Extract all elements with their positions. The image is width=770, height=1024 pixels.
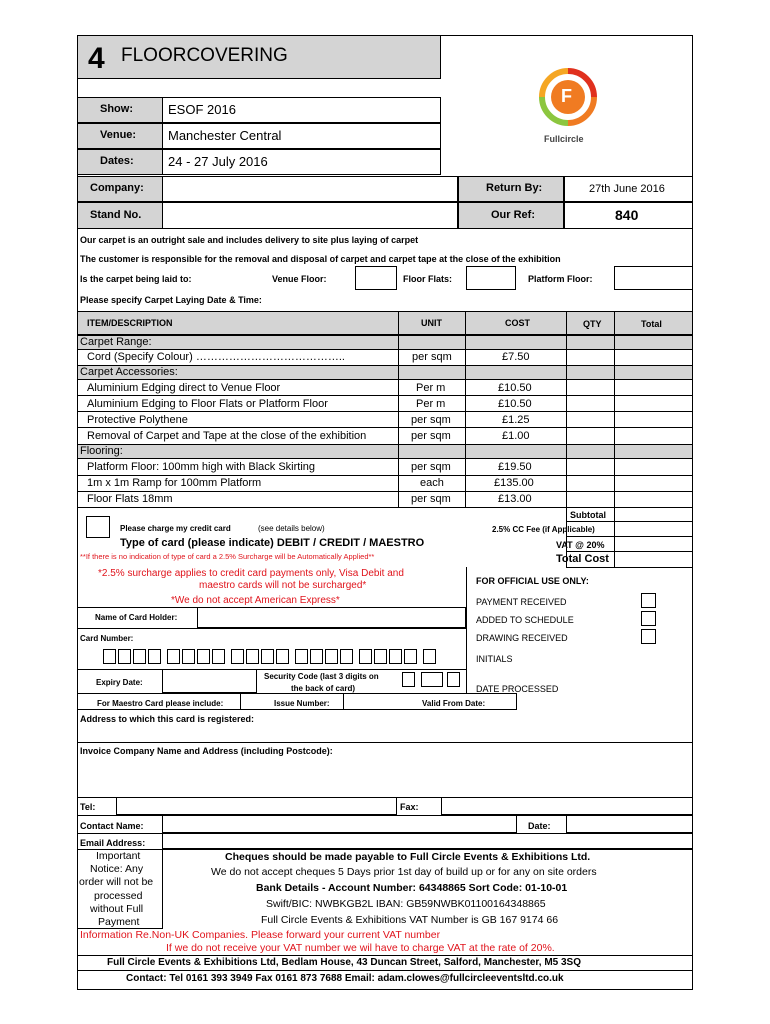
logo-name: Fullcircle <box>544 134 584 144</box>
stand-label: Stand No. <box>90 209 142 221</box>
table-row-desc: Platform Floor: 100mm high with Black Skirting <box>87 461 316 473</box>
card-number-cell[interactable] <box>103 649 116 664</box>
table-row-unit: per sqm <box>411 414 451 426</box>
page-title: FLOORCOVERING <box>121 45 288 66</box>
maestro-divider <box>516 693 517 709</box>
table-row-unit: Per m <box>416 382 446 394</box>
venue-floor-box[interactable] <box>355 266 397 290</box>
table-row-unit: each <box>420 477 444 489</box>
email-label: Email Address: <box>80 838 146 848</box>
footer-contact: Contact: Tel 0161 393 3949 Fax 0161 873 7688 Email: adam.clowes@fullcircleeventsltd.co.uk <box>126 973 564 984</box>
cheques-payable: Cheques should be made payable to Full Circle Events & Exhibitions Ltd. <box>225 851 591 863</box>
surcharge-auto-note: **If there is no indication of type of card a 2.5% Surcharge will be Automatically Applied** <box>80 552 375 561</box>
surcharge-note-line2: maestro cards will not be surcharged* <box>199 580 367 591</box>
venue-value: Manchester Central <box>168 128 282 143</box>
card-number-cell[interactable] <box>118 649 131 664</box>
vat-number: Full Circle Events & Exhibitions VAT Number is GB 167 9174 66 <box>261 914 559 926</box>
table-row-cost: £13.00 <box>498 493 532 505</box>
card-number-cell[interactable] <box>374 649 387 664</box>
venue-label: Venue: <box>100 129 137 141</box>
table-row-unit: Per m <box>416 398 446 410</box>
no-amex-note: *We do not accept American Express* <box>171 595 340 606</box>
table-row-cost: £10.50 <box>498 382 532 394</box>
notice-line-3: order will not be <box>79 876 154 888</box>
drawing-received-label: DRAWING RECEIVED <box>476 633 568 643</box>
notice-line <box>77 849 693 850</box>
dates-label: Dates: <box>100 155 134 167</box>
card-number-cell[interactable] <box>246 649 259 664</box>
totals-line <box>566 521 693 522</box>
company-field[interactable] <box>162 176 458 202</box>
security-code-label-2: the back of card) <box>291 684 356 693</box>
valid-from-label: Valid From Date: <box>422 699 486 708</box>
table-row-cost: £1.25 <box>502 414 530 426</box>
table-row-line <box>77 507 693 508</box>
table-row-desc: Removal of Carpet and Tape at the close of the exhibition <box>87 430 367 442</box>
section-carpet-range-label: Carpet Range: <box>80 336 152 348</box>
col-item-header: ITEM/DESCRIPTION <box>87 318 173 328</box>
vat-label: VAT @ 20% <box>556 540 605 550</box>
total-cost-label: Total Cost <box>556 553 609 565</box>
table-row-unit: per sqm <box>411 461 451 473</box>
notice-line-6: Payment <box>98 916 140 928</box>
security-code-cell[interactable] <box>402 672 415 687</box>
security-code-label-1: Security Code (last 3 digits on <box>264 672 379 681</box>
platform-floor-box[interactable] <box>614 266 693 290</box>
card-number-cell[interactable] <box>359 649 372 664</box>
section-number: 4 <box>88 42 105 75</box>
expiry-line <box>77 669 466 670</box>
totals-line <box>566 567 693 568</box>
maestro-line-bottom <box>77 709 517 710</box>
totals-line <box>566 551 693 552</box>
added-to-schedule-checkbox[interactable] <box>641 611 656 626</box>
card-number-cell[interactable] <box>133 649 146 664</box>
col-cost-header: COST <box>505 318 531 328</box>
card-holder-label: Name of Card Holder: <box>95 613 178 622</box>
card-number-cell[interactable] <box>404 649 417 664</box>
notice-line-4: processed <box>94 890 143 902</box>
platform-floor-label: Platform Floor: <box>528 274 593 284</box>
notice-line-2: Notice: Any <box>90 863 144 875</box>
card-number-cell[interactable] <box>389 649 402 664</box>
table-row-unit: per sqm <box>412 351 452 363</box>
return-by-label: Return By: <box>486 182 543 194</box>
issue-number-label: Issue Number: <box>274 699 330 708</box>
card-type-label: Type of card (please indicate) DEBIT / CREDIT / MAESTRO <box>120 537 425 549</box>
maestro-divider <box>343 693 344 709</box>
company-label: Company: <box>90 182 144 194</box>
initials-label: INITIALS <box>476 654 513 664</box>
table-row-unit: per sqm <box>411 493 451 505</box>
contact-name-label: Contact Name: <box>80 821 144 831</box>
card-number-cell[interactable] <box>340 649 353 664</box>
card-number-label: Card Number: <box>80 634 134 643</box>
table-row-cost: £1.00 <box>502 430 530 442</box>
drawing-received-checkbox[interactable] <box>641 629 656 644</box>
return-by-value: 27th June 2016 <box>589 183 665 195</box>
section-carpet-range <box>77 335 693 350</box>
table-row-cost: £7.50 <box>502 351 530 363</box>
table-row-line <box>77 395 693 396</box>
floor-flats-label: Floor Flats: <box>403 274 452 284</box>
fax-label: Fax: <box>400 802 419 812</box>
section-carpet-accessories-label: Carpet Accessories: <box>80 366 178 378</box>
notice-line-1: Important <box>96 850 141 862</box>
show-label: Show: <box>100 103 133 115</box>
table-row-desc: Cord (Specify Colour) ………………………………….. <box>87 351 345 363</box>
venue-floor-label: Venue Floor: <box>272 274 327 284</box>
fax-field[interactable] <box>441 797 693 815</box>
table-row-desc: 1m x 1m Ramp for 100mm Platform <box>87 477 262 489</box>
invoice-address-label: Invoice Company Name and Address (including Postcode): <box>80 746 333 756</box>
contact-name-field[interactable] <box>162 815 517 833</box>
our-ref-value: 840 <box>615 207 639 223</box>
official-use-title: FOR OFFICIAL USE ONLY: <box>476 576 589 586</box>
card-number-cells[interactable] <box>103 649 438 664</box>
card-number-cell[interactable] <box>423 649 436 664</box>
card-number-cell[interactable] <box>276 649 289 664</box>
table-row-line <box>77 411 693 412</box>
note-removal: The customer is responsible for the removal and disposal of carpet and carpet tape at the close of the exhibition <box>80 254 561 264</box>
footer-address: Full Circle Events & Exhibitions Ltd, Bedlam House, 43 Duncan Street, Salford, Manchester, M5 3SQ <box>107 957 582 968</box>
card-holder-field[interactable] <box>197 607 466 628</box>
totals-line <box>566 536 693 537</box>
dates-value: 24 - 27 July 2016 <box>168 154 268 169</box>
footer-line <box>77 970 693 971</box>
logo-letter: F <box>561 86 572 106</box>
section-flooring <box>77 444 693 459</box>
notice-line-5: without Full <box>90 903 144 915</box>
bank-details: Bank Details - Account Number: 64348865 Sort Code: 01-10-01 <box>256 882 568 894</box>
card-number-line <box>77 628 466 629</box>
table-col-line <box>398 311 399 507</box>
table-col-line <box>465 311 466 507</box>
see-details-label: (see details below) <box>258 524 325 533</box>
col-total-header: Total <box>641 319 662 329</box>
security-code-cell[interactable] <box>421 672 443 687</box>
our-ref-label: Our Ref: <box>491 209 535 221</box>
email-field[interactable] <box>162 833 693 849</box>
card-number-cell[interactable] <box>295 649 308 664</box>
added-to-schedule-label: ADDED TO SCHEDULE <box>476 615 574 625</box>
card-number-cell[interactable] <box>231 649 244 664</box>
cc-fee-label: 2.5% CC Fee (if Applicable) <box>492 525 595 534</box>
credit-card-checkbox[interactable] <box>86 516 110 538</box>
swift-iban: Swift/BIC: NWBKGB2L IBAN: GB59NWBK01100164348865 <box>266 898 546 910</box>
tel-field[interactable] <box>116 797 397 815</box>
tel-label: Tel: <box>80 802 96 812</box>
charge-card-label: Please charge my credit card <box>120 524 231 533</box>
vat-info-line-1: Information Re.Non-UK Companies. Please forward your current VAT number <box>80 929 441 941</box>
card-number-cell[interactable] <box>148 649 161 664</box>
show-value: ESOF 2016 <box>168 102 236 117</box>
card-number-cell[interactable] <box>212 649 225 664</box>
floor-flats-box[interactable] <box>466 266 516 290</box>
table-row-cost: £135.00 <box>494 477 534 489</box>
subtotal-label: Subtotal <box>570 510 606 520</box>
table-row-desc: Aluminium Edging direct to Venue Floor <box>87 382 281 394</box>
maestro-label: For Maestro Card please include: <box>97 699 224 708</box>
table-row-cost: £10.50 <box>498 398 532 410</box>
card-number-cell[interactable] <box>197 649 210 664</box>
laid-to-label: Is the carpet being laid to: <box>80 274 192 284</box>
expiry-label: Expiry Date: <box>96 678 143 687</box>
security-code-cell[interactable] <box>447 672 460 687</box>
expiry-field[interactable] <box>162 669 257 693</box>
card-number-cell[interactable] <box>325 649 338 664</box>
vat-info-line-2: If we do not receive your VAT number we wil have to charge VAT at the rate of 20%. <box>166 942 555 954</box>
col-unit-header: UNIT <box>421 318 442 328</box>
col-qty-header: QTY <box>583 319 602 329</box>
payment-received-checkbox[interactable] <box>641 593 656 608</box>
card-address-label: Address to which this card is registered: <box>80 714 255 724</box>
table-row-cost: £19.50 <box>498 461 532 473</box>
table-row-unit: per sqm <box>411 430 451 442</box>
address-line <box>77 742 693 743</box>
table-row-desc: Aluminium Edging to Floor Flats or Platform Floor <box>87 398 328 410</box>
maestro-divider <box>240 693 241 709</box>
date-field[interactable] <box>566 815 693 833</box>
card-number-cell[interactable] <box>310 649 323 664</box>
stand-field[interactable] <box>162 202 458 229</box>
note-outright-sale: Our carpet is an outright sale and includes delivery to site plus laying of carpet <box>80 235 419 245</box>
laying-date-label: Please specify Carpet Laying Date & Time: <box>80 295 262 305</box>
card-number-cell[interactable] <box>167 649 180 664</box>
card-number-cell[interactable] <box>261 649 274 664</box>
payment-received-label: PAYMENT RECEIVED <box>476 597 567 607</box>
card-number-cell[interactable] <box>182 649 195 664</box>
table-col-line <box>614 311 615 567</box>
table-row-line <box>77 427 693 428</box>
surcharge-note-line1: *2.5% surcharge applies to credit card payments only, Visa Debit and <box>98 568 404 579</box>
table-row-desc: Protective Polythene <box>87 414 188 426</box>
maestro-line <box>77 693 517 694</box>
date-label: Date: <box>528 821 551 831</box>
section-flooring-label: Flooring: <box>80 445 123 457</box>
official-divider <box>466 567 467 693</box>
table-row-desc: Floor Flats 18mm <box>87 493 173 505</box>
date-processed-label: DATE PROCESSED <box>476 684 559 694</box>
no-cheques-note: We do not accept cheques 5 Days prior 1st day of build up or for any on site orders <box>211 866 597 878</box>
